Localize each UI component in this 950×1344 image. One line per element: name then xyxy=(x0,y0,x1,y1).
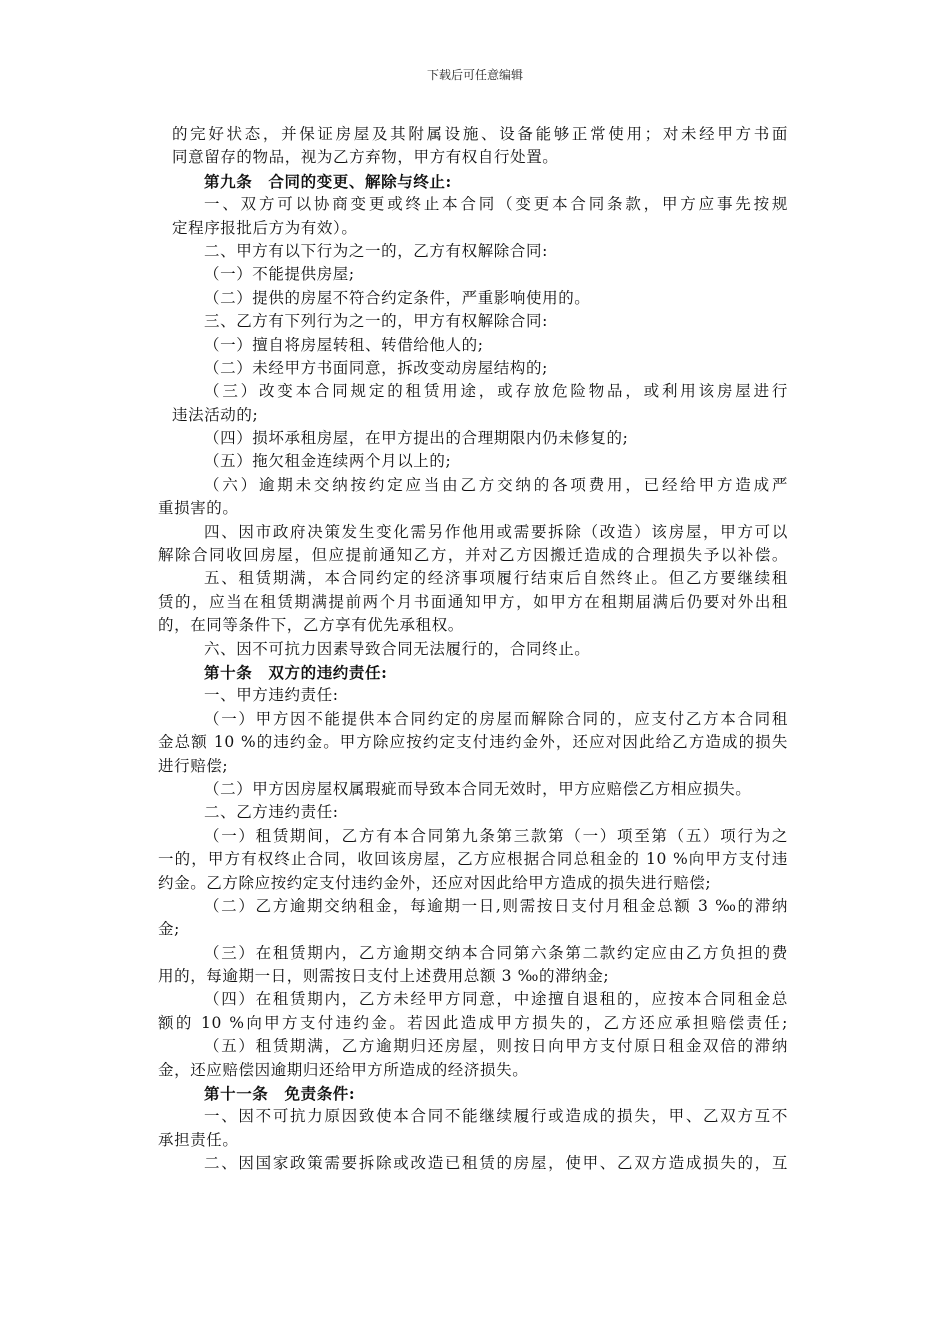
text-line: 重损害的。 xyxy=(158,499,239,518)
text-line: （一）不能提供房屋; xyxy=(204,265,355,284)
text-line: （二）甲方因房屋权属瑕疵而导致本合同无效时，甲方应赔偿乙方相应损失。 xyxy=(204,779,752,798)
text-line: （五）租赁期满，乙方逾期归还房屋，则按日向甲方支付原日租金双倍的滞纳 xyxy=(204,1037,788,1056)
text-line: 用的，每逾期一日，则需按日支付上述费用总额 3 ‰的滞纳金; xyxy=(158,967,610,986)
text-line: （一）租赁期间，乙方有本合同第九条第三款第（一）项至第（五）项行为之 xyxy=(204,826,788,845)
text-line: 六、因不可抗力因素导致合同无法履行的，合同终止。 xyxy=(204,639,591,658)
text-line: 一、甲方违约责任: xyxy=(204,686,339,705)
text-line: 金; xyxy=(158,920,180,939)
text-line: 三、乙方有下列行为之一的，甲方有权解除合同: xyxy=(204,312,548,331)
text-line: （六）逾期未交纳按约定应当由乙方交纳的各项费用，已经给甲方造成严 xyxy=(204,475,788,494)
text-line: 约金。乙方除应按约定支付违约金外，还应对因此给甲方造成的损失进行赔偿; xyxy=(158,873,712,892)
text-line: 进行赔偿; xyxy=(158,756,229,775)
text-line: 一、因不可抗力原因致使本合同不能继续履行或造成的损失，甲、乙双方互不 xyxy=(204,1107,788,1126)
document-body xyxy=(158,123,788,1176)
text-line: 五、租赁期满，本合同约定的经济事项履行结束后自然终止。但乙方要继续租 xyxy=(204,569,788,588)
text-line: 定程序报批后方为有效）。 xyxy=(172,218,358,237)
text-line: 承担责任。 xyxy=(158,1130,239,1149)
text-line: 四、因市政府决策发生变化需另作他用或需要拆除（改造）该房屋，甲方可以 xyxy=(204,522,788,541)
section-heading: 第九条 合同的变更、解除与终止: xyxy=(204,171,452,191)
text-line: （四）在租赁期内，乙方未经甲方同意，中途擅自退租的，应按本合同租金总 xyxy=(204,990,788,1009)
text-line: （一）擅自将房屋转租、转借给他人的; xyxy=(204,335,484,354)
section-heading: 第十条 双方的违约责任: xyxy=(204,662,388,682)
text-line: 金总额 10 %的违约金。甲方除应按约定支付违约金外，还应对因此给乙方造成的损失 xyxy=(158,733,788,752)
text-line: 金，还应赔偿因逾期归还给甲方所造成的经济损失。 xyxy=(158,1060,529,1079)
text-line: 二、甲方有以下行为之一的，乙方有权解除合同: xyxy=(204,241,548,260)
text-line: 赁的，应当在租赁期满提前两个月书面通知甲方，如甲方在租期届满后仍要对外出租 xyxy=(158,592,788,611)
text-line: 一、双方可以协商变更或终止本合同（变更本合同条款，甲方应事先按规 xyxy=(204,195,788,214)
text-line: （五）拖欠租金连续两个月以上的; xyxy=(204,452,452,471)
text-line: 的完好状态，并保证房屋及其附属设施、设备能够正常使用；对未经甲方书面 xyxy=(172,125,788,143)
text-line: 解除合同收回房屋，但应提前通知乙方，并对乙方因搬迁造成的合理损失予以补偿。 xyxy=(158,546,788,565)
page-header: 下载后可任意编辑 xyxy=(426,68,523,82)
text-line: 二、因国家政策需要拆除或改造已租赁的房屋，使甲、乙双方造成损失的，互 xyxy=(204,1154,788,1173)
section-heading: 第十一条 免责条件: xyxy=(204,1084,356,1104)
text-line: 二、乙方违约责任: xyxy=(204,803,339,822)
text-line: 的，在同等条件下，乙方享有优先承租权。 xyxy=(158,616,464,635)
text-line: （二）未经甲方书面同意，拆改变动房屋结构的; xyxy=(204,358,548,377)
text-line: （三）在租赁期内，乙方逾期交纳本合同第六条第二款约定应由乙方负担的费 xyxy=(204,943,788,962)
text-line: 同意留存的物品，视为乙方弃物，甲方有权自行处置。 xyxy=(172,148,559,167)
text-line: 额的 10 %向甲方支付违约金。若因此造成甲方损失的，乙方还应承担赔偿责任; xyxy=(158,1013,788,1032)
text-line: （四）损坏承租房屋，在甲方提出的合理期限内仍未修复的; xyxy=(204,429,629,448)
text-line: （二）提供的房屋不符合约定条件，严重影响使用的。 xyxy=(204,288,591,307)
text-line: （一）甲方因不能提供本合同约定的房屋而解除合同的，应支付乙方本合同租 xyxy=(204,709,788,728)
text-line: 违法活动的; xyxy=(172,405,259,424)
text-line: 一的，甲方有权终止合同，收回该房屋，乙方应根据合同总租金的 10 %向甲方支付违 xyxy=(158,850,788,869)
text-line: （二）乙方逾期交纳租金，每逾期一日,则需按日支付月租金总额 3 ‰的滞纳 xyxy=(204,896,788,915)
text-line: （三）改变本合同规定的租赁用途，或存放危险物品，或利用该房屋进行 xyxy=(204,382,788,401)
